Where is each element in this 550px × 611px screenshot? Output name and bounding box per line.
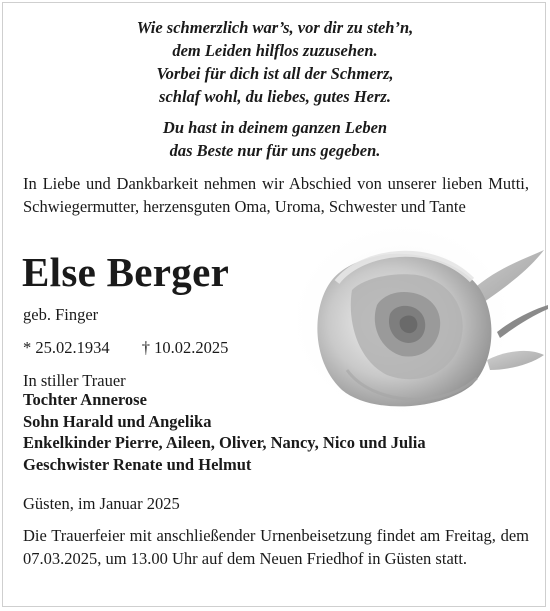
place-date: Güsten, im Januar 2025: [23, 494, 180, 513]
poem-line: das Beste nur für uns gegeben.: [169, 141, 381, 160]
birth-date: * 25.02.1934: [23, 338, 110, 357]
mourner-line: Tochter Annerose: [23, 390, 147, 409]
mourner-line: Enkelkinder Pierre, Aileen, Oliver, Nancy, Nico und Julia: [23, 433, 426, 452]
birth-name: geb. Finger: [23, 305, 99, 324]
poem-line: Vorbei für dich ist all der Schmerz,: [156, 64, 394, 83]
mourner-line: Sohn Harald und Angelika: [23, 411, 212, 431]
farewell-text: In Liebe und Dankbarkeit nehmen wir Abschied von unserer lieben Mutti, Schwiegermutter, herzensguten Oma, Uroma, Schwester und Tante: [23, 174, 529, 216]
mourner-line: Geschwister Renate und Helmut: [23, 454, 252, 474]
poem-stanza-2: [0, 116, 550, 162]
mourners-list: [23, 389, 426, 475]
deceased-name: Else Berger: [22, 249, 230, 295]
life-dates: [23, 337, 228, 359]
poem-line: schlaf wohl, du liebes, gutes Herz.: [159, 87, 391, 106]
poem-stanza-1: [0, 16, 550, 108]
funeral-notice: Die Trauerfeier mit anschließender Urnenbeisetzung findet am Freitag, dem 07.03.2025, um 13.00 Uhr auf dem Neuen Friedhof in Güsten statt.: [23, 526, 529, 568]
death-date: † 10.02.2025: [141, 338, 229, 357]
poem-line: dem Leiden hilflos zuzusehen.: [172, 41, 378, 60]
mourning-title: In stiller Trauer: [23, 371, 126, 390]
poem-line: Wie schmerzlich war’s, vor dir zu steh’n,: [136, 18, 414, 37]
poem-line: Du hast in deinem ganzen Leben: [162, 118, 388, 137]
